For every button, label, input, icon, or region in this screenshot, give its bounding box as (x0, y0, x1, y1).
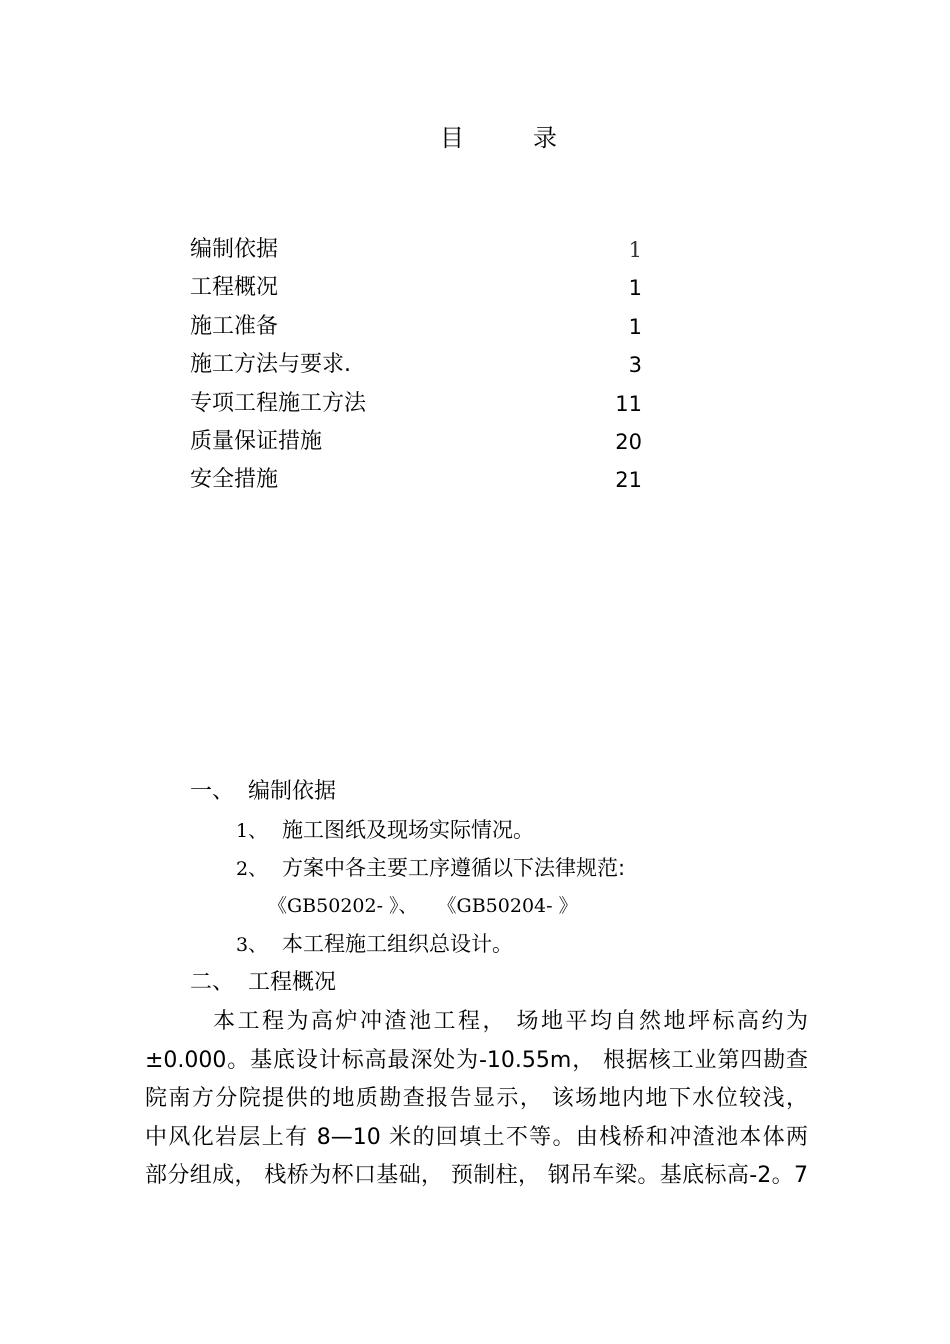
toc-entry-page: 21 (615, 468, 642, 493)
section-number: 二、 (190, 970, 235, 995)
toc-entry-label: 编制依据 (190, 237, 279, 262)
body-paragraph (145, 1003, 808, 1196)
paragraph-line: 院南方分院提供的地质勘查报告显示， 该场地内地下水位较浅， (145, 1086, 808, 1112)
section-heading (190, 964, 336, 1002)
section-heading (190, 773, 336, 811)
toc-title (0, 120, 950, 156)
list-item-text: 本工程施工组织总设计。 (282, 932, 513, 956)
toc-entry-page: 3 (628, 353, 642, 378)
list-item-number: 1、 (236, 820, 268, 842)
toc-entry-label: 质量保证措施 (190, 428, 323, 454)
list-item (236, 925, 513, 963)
toc-entry-label: 施工方法与要求. (190, 352, 351, 378)
list-item-number: 2、 (236, 858, 268, 880)
section-title: 工程概况 (248, 970, 337, 995)
paragraph-line: 本工程为高炉冲渣池工程， 场地平均自然地坪标高约为 (213, 1009, 808, 1034)
standard-ref: 《GB50202- 》、 (268, 895, 418, 917)
toc-entry-label: 工程概况 (190, 275, 279, 301)
standard-ref: 《GB50204- 》 (437, 895, 578, 917)
table-of-contents (190, 231, 642, 500)
toc-entry-label: 安全措施 (190, 467, 279, 493)
toc-entry-page: 1 (628, 238, 642, 262)
list-item (236, 849, 625, 887)
toc-entry-page: 1 (628, 314, 642, 339)
list-item-number: 3、 (236, 934, 268, 956)
paragraph-line: 部分组成， 栈桥为杯口基础， 预制柱， 钢吊车梁。基底标高-2。7 (145, 1163, 808, 1189)
list-item-text: 方案中各主要工序遵循以下法律规范: (282, 856, 626, 880)
toc-entry-page: 11 (615, 391, 642, 416)
toc-entry-label: 专项工程施工方法 (190, 390, 367, 416)
toc-entry[interactable] (190, 231, 642, 269)
toc-entry[interactable] (190, 269, 642, 307)
list-item (236, 811, 534, 849)
toc-entry-page: 20 (615, 429, 642, 454)
toc-entry[interactable] (190, 423, 642, 461)
section-title: 编制依据 (248, 779, 337, 804)
toc-entry[interactable] (190, 308, 642, 346)
section-number: 一、 (190, 779, 235, 804)
toc-title-char: 目 (440, 124, 464, 152)
toc-entry-page: 1 (628, 276, 642, 301)
paragraph-line: ±0.000。基底设计标高最深处为-10.55m， 根据核工业第四勘查 (145, 1047, 808, 1073)
toc-entry[interactable] (190, 461, 642, 499)
toc-entry[interactable] (190, 385, 642, 423)
toc-entry[interactable] (190, 346, 642, 384)
standards-line (268, 887, 578, 925)
paragraph-line: 中风化岩层上有 8—10 米的回填土不等。由栈桥和冲渣池本体两 (145, 1124, 808, 1150)
toc-entry-label: 施工准备 (190, 313, 279, 339)
toc-title-char: 录 (533, 124, 557, 152)
list-item-text: 施工图纸及现场实际情况。 (282, 818, 534, 842)
